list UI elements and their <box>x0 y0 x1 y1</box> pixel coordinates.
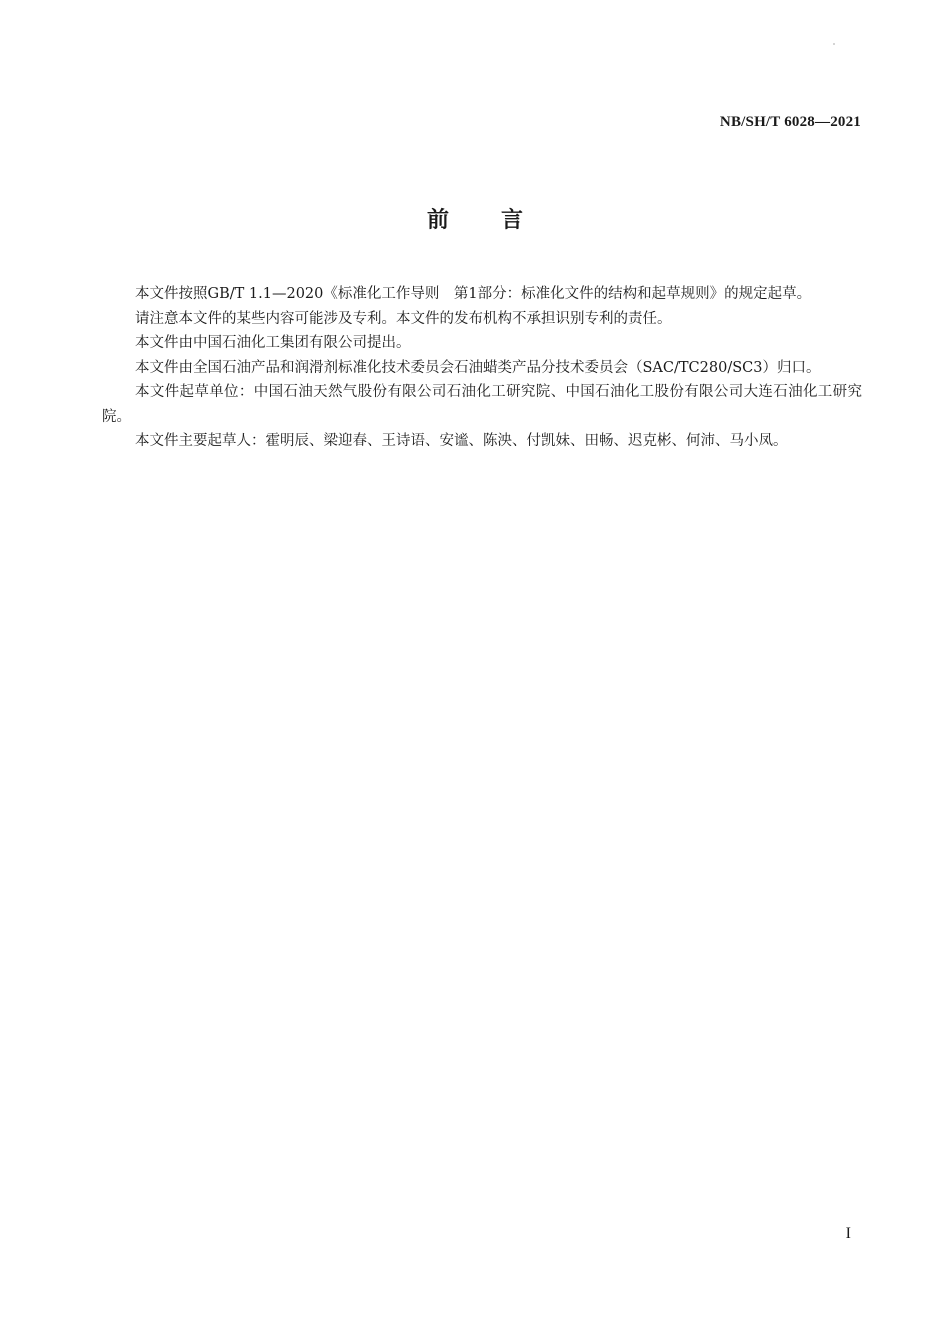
page-title <box>0 203 950 234</box>
paragraph-proposer: 本文件由中国石油化工集团有限公司提出。 <box>135 335 411 351</box>
paragraph-drafting-units: 本文件起草单位：中国石油天然气股份有限公司石油化工研究院、中国石油化工股份有限公司大连石油化工研究院。 <box>102 384 862 425</box>
paragraph-patent-notice: 请注意本文件的某些内容可能涉及专利。本文件的发布机构不承担识别专利的责任。 <box>135 310 672 327</box>
paragraph-technical-committee: 本文件由全国石油产品和润滑剂标准化技术委员会石油蜡类产品分技术委员会（SAC/TC280/SC3）归口。 <box>135 359 821 376</box>
page-number: I <box>845 1225 851 1242</box>
scan-speck <box>833 43 835 45</box>
paragraph-drafting-rules: 本文件按照GB/T 1.1—2020《标准化工作导则 第1部分：标准化文件的结构和起草规则》的规定起草。 <box>135 286 812 302</box>
paragraph-main-drafters: 本文件主要起草人：霍明辰、梁迎春、王诗语、安谧、陈泱、付凯妹、田畅、迟克彬、何沛、马小凤。 <box>135 433 788 449</box>
title-char-1: 前 <box>426 208 449 233</box>
title-char-2: 言 <box>501 208 524 233</box>
foreword-body <box>102 282 862 454</box>
document-code: NB/SH/T 6028—2021 <box>719 114 861 130</box>
